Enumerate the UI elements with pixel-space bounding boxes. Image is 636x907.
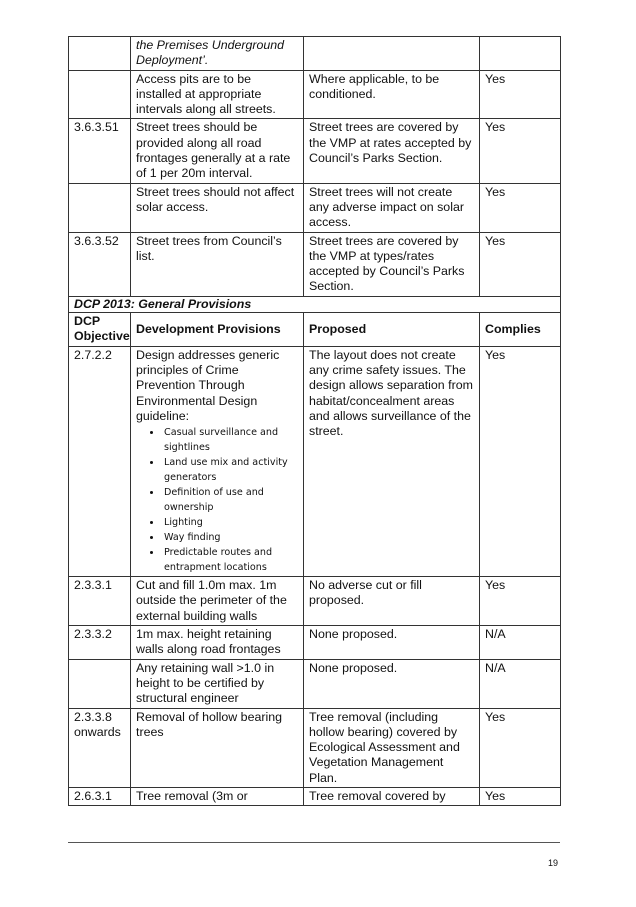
page-number: 19 (548, 858, 559, 868)
provision-cell: the Premises Underground Deployment’. (131, 37, 304, 71)
section-row (69, 296, 561, 312)
table-row (69, 183, 561, 232)
proposed-cell: Tree removal (including hollow bearing) covered by Ecological Assessment and Vegetation Management Plan. (304, 708, 480, 787)
list-item: • Predictable routes and entrapment locations (162, 545, 298, 575)
table-row (69, 232, 561, 296)
provision-cell: Any retaining wall >1.0 in height to be certified by structural engineer (131, 659, 304, 708)
ref-cell: 3.6.3.52 (69, 232, 131, 296)
list-item: • Way finding (162, 530, 298, 545)
section-title: DCP 2013: General Provisions (69, 296, 561, 312)
ref-cell: 2.3.3.1 (69, 577, 131, 626)
ref-cell (69, 659, 131, 708)
proposed-cell (304, 37, 480, 71)
proposed-cell: None proposed. (304, 626, 480, 660)
principles-list (136, 425, 298, 575)
list-item: • Definition of use and ownership (162, 485, 298, 515)
table-row (69, 708, 561, 787)
provision-cell: Tree removal (3m or (131, 787, 304, 805)
ref-cell (69, 37, 131, 71)
list-item: • Lighting (162, 515, 298, 530)
provision-cell (131, 346, 304, 576)
provision-cell: Removal of hollow bearing trees (131, 708, 304, 787)
complies-cell: N/A (480, 626, 561, 660)
provision-cell: Access pits are to be installed at appropriate intervals along all streets. (131, 70, 304, 119)
proposed-cell: Street trees are covered by the VMP at types/rates accepted by Council’s Parks Section. (304, 232, 480, 296)
ref-cell: 3.6.3.51 (69, 119, 131, 183)
provision-cell: 1m max. height retaining walls along road frontages (131, 626, 304, 660)
complies-cell: Yes (480, 70, 561, 119)
complies-cell: Yes (480, 232, 561, 296)
table-row (69, 577, 561, 626)
proposed-cell: Street trees are covered by the VMP at rates accepted by Council’s Parks Section. (304, 119, 480, 183)
table-row (69, 346, 561, 576)
complies-cell: Yes (480, 708, 561, 787)
header-provisions: Development Provisions (131, 313, 304, 347)
ref-cell: 2.7.2.2 (69, 346, 131, 576)
ref-cell: 2.3.3.2 (69, 626, 131, 660)
complies-cell: N/A (480, 659, 561, 708)
table-row (69, 70, 561, 119)
ref-cell (69, 183, 131, 232)
header-proposed: Proposed (304, 313, 480, 347)
list-item: • Land use mix and activity generators (162, 455, 298, 485)
provision-cell: Street trees should be provided along all road frontages generally at a rate of 1 per 20m interval. (131, 119, 304, 183)
complies-cell: Yes (480, 183, 561, 232)
list-item: • Casual surveillance and sightlines (162, 425, 298, 455)
complies-cell: Yes (480, 346, 561, 576)
header-complies: Complies (480, 313, 561, 347)
provision-cell: Street trees from Council’s list. (131, 232, 304, 296)
table-row (69, 626, 561, 660)
header-row (69, 313, 561, 347)
proposed-cell: Street trees will not create any adverse impact on solar access. (304, 183, 480, 232)
proposed-cell: The layout does not create any crime safety issues. The design allows separation from habitat/concealment areas and allows surveillance of the street. (304, 346, 480, 576)
ref-cell: 2.3.3.8 onwards (69, 708, 131, 787)
footer-rule (68, 842, 560, 843)
complies-cell (480, 37, 561, 71)
table-row (69, 787, 561, 805)
complies-cell: Yes (480, 119, 561, 183)
proposed-cell: None proposed. (304, 659, 480, 708)
proposed-cell: Tree removal covered by (304, 787, 480, 805)
table-row (69, 37, 561, 71)
ref-cell (69, 70, 131, 119)
provision-text: Design addresses generic principles of Crime Prevention Through Environmental Design guideline: (136, 347, 280, 423)
complies-cell: Yes (480, 577, 561, 626)
proposed-cell: Where applicable, to be conditioned. (304, 70, 480, 119)
proposed-cell: No adverse cut or fill proposed. (304, 577, 480, 626)
header-objective: DCP Objective (69, 313, 131, 347)
provision-cell: Cut and fill 1.0m max. 1m outside the perimeter of the external building walls (131, 577, 304, 626)
table-row (69, 119, 561, 183)
compliance-table (68, 36, 561, 806)
ref-cell: 2.6.3.1 (69, 787, 131, 805)
table-row (69, 659, 561, 708)
complies-cell: Yes (480, 787, 561, 805)
provision-cell: Street trees should not affect solar access. (131, 183, 304, 232)
